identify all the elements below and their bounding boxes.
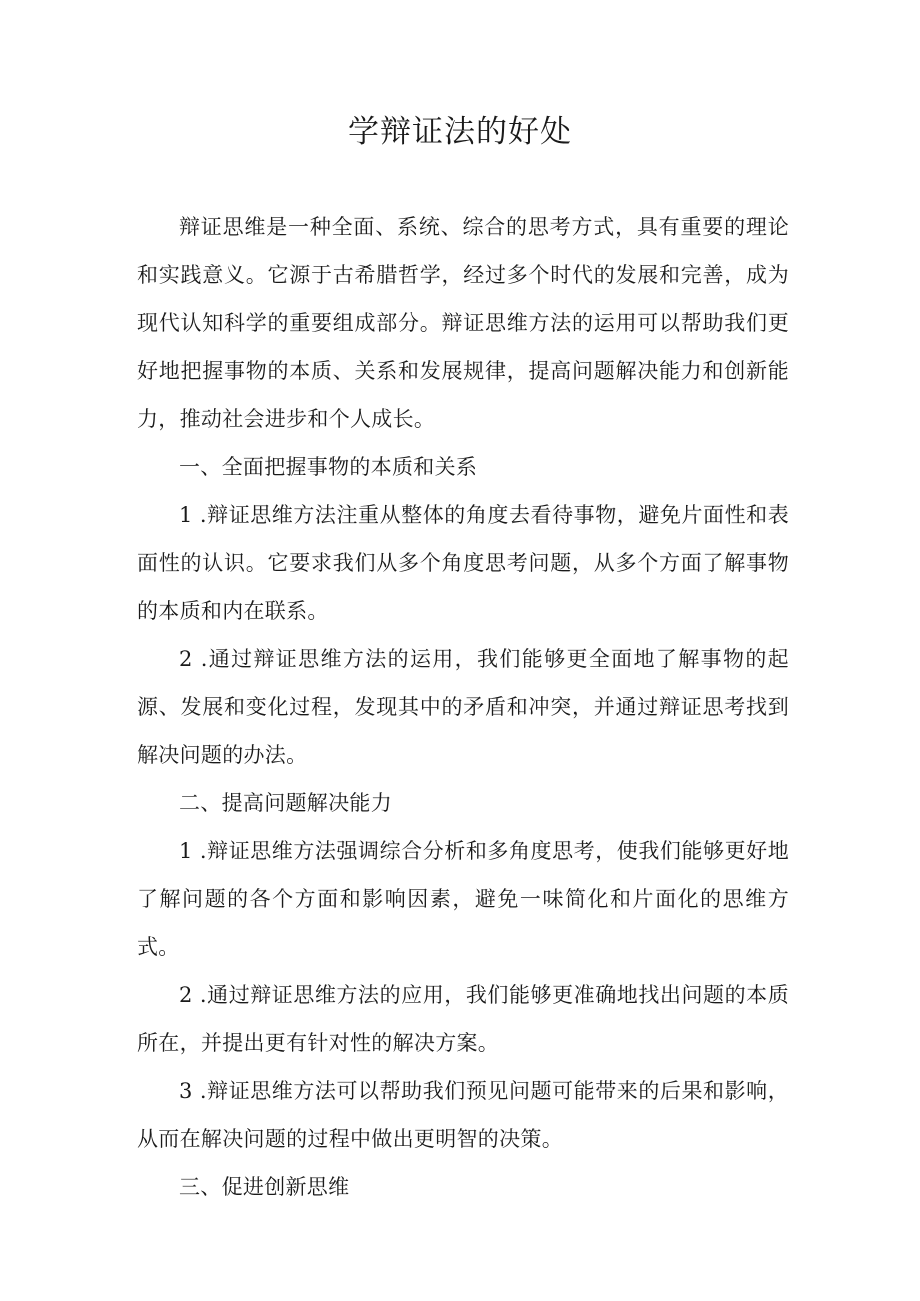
- document-body: [137, 203, 789, 1211]
- section-2-point-1: 1 .辩证思维方法强调综合分析和多角度思考，使我们能够更好地了解问题的各个方面和影响因素，避免一味简化和片面化的思维方式。: [137, 839, 789, 959]
- section-heading-3: 三、促进创新思维: [179, 1175, 350, 1199]
- intro-paragraph: 辩证思维是一种全面、系统、综合的思考方式，具有重要的理论和实践意义。它源于古希腊哲学，经过多个时代的发展和完善，成为现代认知科学的重要组成部分。辩证思维方法的运用可以帮助我们更好地把握事物的本质、关系和发展规律，提高问题解决能力和创新能力，推动社会进步和个人成长。: [137, 215, 789, 431]
- section-heading-1: 一、全面把握事物的本质和关系: [179, 455, 478, 479]
- section-heading-2: 二、提高问题解决能力: [179, 791, 392, 815]
- section-1-point-2: 2 .通过辩证思维方法的运用，我们能够更全面地了解事物的起源、发展和变化过程，发现其中的矛盾和冲突，并通过辩证思考找到解决问题的办法。: [137, 647, 789, 767]
- document-title: 学辩证法的好处: [348, 114, 572, 150]
- section-1-point-1: 1 .辩证思维方法注重从整体的角度去看待事物，避免片面性和表面性的认识。它要求我们从多个角度思考问题，从多个方面了解事物的本质和内在联系。: [137, 503, 789, 623]
- section-2-point-3: 3 .辩证思维方法可以帮助我们预见问题可能带来的后果和影响，从而在解决问题的过程中做出更明智的决策。: [137, 1079, 789, 1151]
- section-2-point-2: 2 .通过辩证思维方法的应用，我们能够更准确地找出问题的本质所在，并提出更有针对性的解决方案。: [137, 983, 789, 1055]
